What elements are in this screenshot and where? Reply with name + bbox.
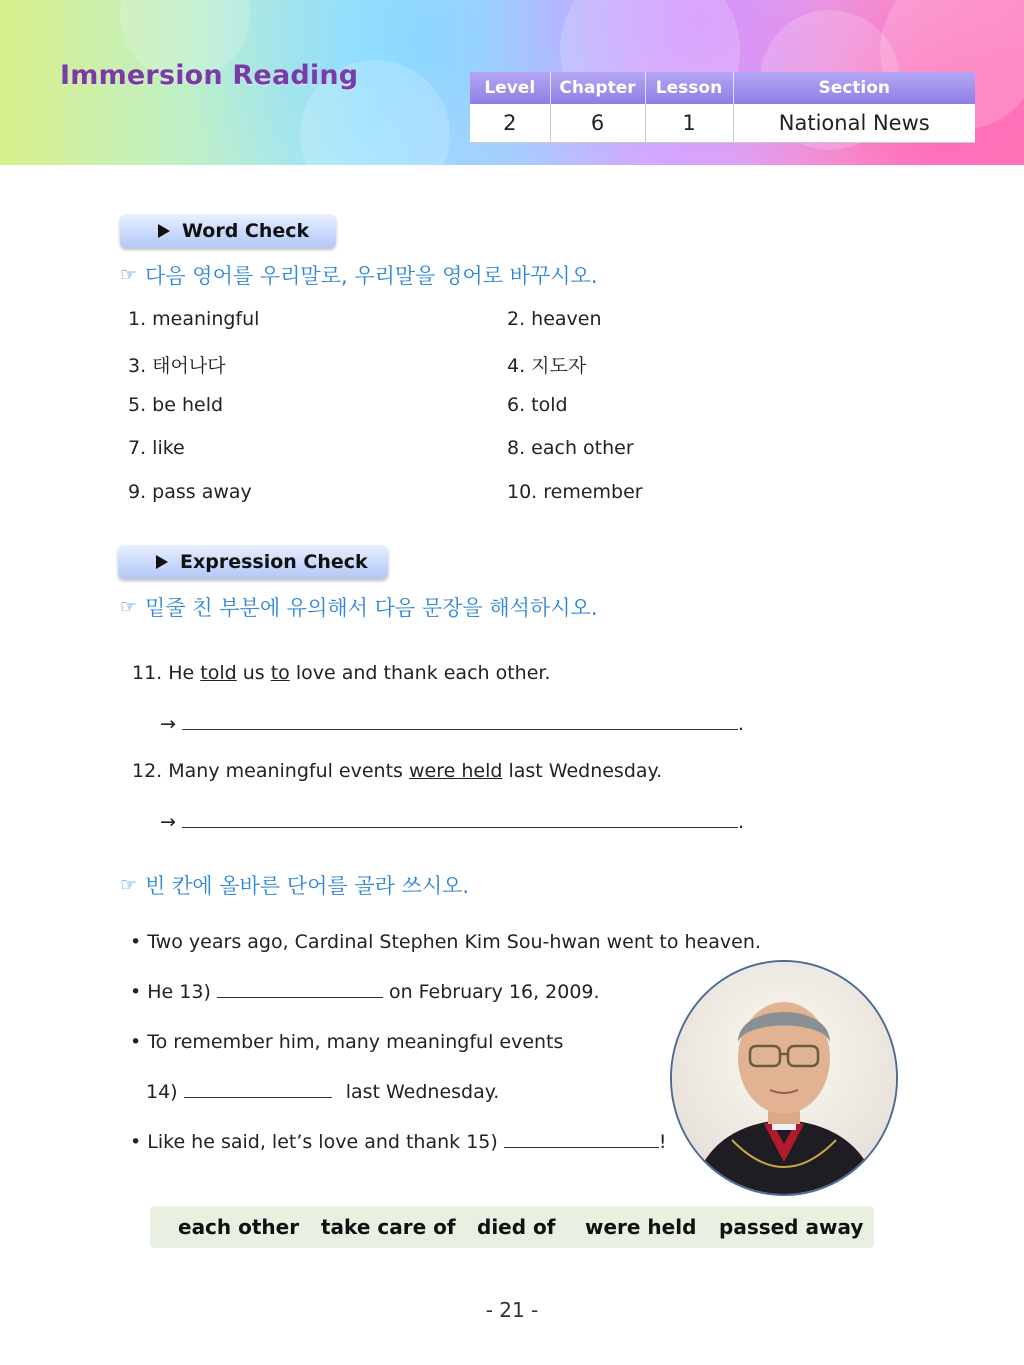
word-bank-option: passed away bbox=[719, 1215, 864, 1239]
word-bank-option: each other bbox=[178, 1215, 300, 1239]
instruction-text: 다음 영어를 우리말로, 우리말을 영어로 바꾸시오. bbox=[145, 264, 598, 288]
answer-blank[interactable] bbox=[182, 811, 738, 828]
sentence-text: us bbox=[236, 662, 271, 684]
word-bank-option: were held bbox=[585, 1215, 697, 1239]
word-item: 1. meaningful bbox=[128, 308, 260, 330]
fill-blank-instruction bbox=[120, 870, 469, 900]
sentence-text: Like he said, let’s love and thank 15) bbox=[147, 1131, 504, 1153]
col-level: Level bbox=[470, 72, 550, 104]
expression-check-label: Expression Check bbox=[180, 551, 368, 573]
header-banner bbox=[0, 0, 1024, 165]
question-11 bbox=[132, 662, 551, 684]
play-triangle-icon bbox=[158, 224, 170, 238]
answer-line-11[interactable] bbox=[160, 713, 744, 735]
word-item: 8. each other bbox=[507, 437, 634, 459]
blank-13[interactable] bbox=[217, 981, 383, 998]
col-chapter: Chapter bbox=[550, 72, 645, 104]
pointing-hand-icon: ☞ bbox=[120, 264, 138, 286]
sentence-text: He 13) bbox=[147, 981, 217, 1003]
cardinal-portrait-image bbox=[670, 960, 898, 1196]
word-bank-option: take care of bbox=[321, 1215, 456, 1239]
col-section: Section bbox=[733, 72, 975, 104]
expression-check-instruction bbox=[120, 592, 598, 622]
expression-check-tab bbox=[118, 545, 388, 579]
value-level: 2 bbox=[470, 104, 550, 143]
page-number: - 21 - bbox=[485, 1298, 539, 1322]
bullet: • bbox=[130, 981, 142, 1003]
word-item: 9. pass away bbox=[128, 481, 252, 503]
word-item: 7. like bbox=[128, 437, 185, 459]
brand-title: Immersion Reading bbox=[60, 60, 359, 91]
word-check-label: Word Check bbox=[182, 220, 310, 242]
portrait-illustration bbox=[672, 962, 896, 1194]
fill-line-2 bbox=[130, 981, 600, 1003]
period: . bbox=[737, 713, 745, 735]
pointing-hand-icon: ☞ bbox=[120, 874, 138, 896]
fill-line-3 bbox=[130, 1031, 563, 1053]
blank-15[interactable] bbox=[504, 1131, 659, 1148]
play-triangle-icon bbox=[156, 555, 168, 569]
sentence-text: 14) bbox=[146, 1081, 184, 1103]
fill-line-5 bbox=[130, 1131, 666, 1153]
fill-line-1 bbox=[130, 931, 761, 953]
sentence-text: To remember him, many meaningful events bbox=[147, 1031, 564, 1053]
pointing-hand-icon: ☞ bbox=[120, 596, 138, 618]
sentence-text: last Wednesday. bbox=[502, 760, 663, 782]
blank-14[interactable] bbox=[184, 1081, 332, 1098]
answer-line-12[interactable] bbox=[160, 811, 744, 833]
underlined-word: were held bbox=[408, 760, 503, 782]
word-item: 6. told bbox=[507, 394, 568, 416]
bullet: • bbox=[130, 931, 142, 953]
arrow-icon: → bbox=[160, 811, 176, 833]
sentence-text: love and thank each other. bbox=[289, 662, 551, 684]
col-lesson: Lesson bbox=[645, 72, 733, 104]
word-bank bbox=[150, 1206, 874, 1248]
word-item: 10. remember bbox=[507, 481, 643, 503]
word-check-instruction bbox=[120, 260, 598, 290]
lesson-info-table bbox=[470, 72, 975, 143]
answer-blank[interactable] bbox=[182, 713, 738, 730]
underlined-word: to bbox=[270, 662, 290, 684]
value-section: National News bbox=[733, 104, 975, 143]
sentence-text: on February 16, 2009. bbox=[382, 981, 600, 1003]
sentence-text: ! bbox=[658, 1131, 667, 1153]
bullet: • bbox=[130, 1031, 142, 1053]
instruction-text: 밑줄 친 부분에 유의해서 다음 문장을 해석하시오. bbox=[145, 596, 598, 620]
sentence-text: Two years ago, Cardinal Stephen Kim Sou-hwan went to heaven. bbox=[147, 931, 761, 953]
value-chapter: 6 bbox=[550, 104, 645, 143]
fill-line-4 bbox=[146, 1081, 499, 1103]
value-lesson: 1 bbox=[645, 104, 733, 143]
word-check-tab bbox=[120, 214, 336, 248]
word-item: 3. 태어나다 bbox=[128, 355, 226, 377]
instruction-text: 빈 칸에 올바른 단어를 골라 쓰시오. bbox=[145, 874, 470, 898]
sentence-text: last Wednesday. bbox=[345, 1081, 500, 1103]
bullet: • bbox=[130, 1131, 142, 1153]
question-12 bbox=[132, 760, 662, 782]
sentence-text: 11. He bbox=[132, 662, 201, 684]
word-item: 4. 지도자 bbox=[507, 355, 587, 377]
underlined-word: told bbox=[200, 662, 237, 684]
sentence-text: 12. Many meaningful events bbox=[132, 760, 409, 782]
word-bank-option: died of bbox=[477, 1215, 556, 1239]
word-item: 2. heaven bbox=[507, 308, 602, 330]
word-item: 5. be held bbox=[128, 394, 224, 416]
arrow-icon: → bbox=[160, 713, 176, 735]
period: . bbox=[737, 811, 745, 833]
